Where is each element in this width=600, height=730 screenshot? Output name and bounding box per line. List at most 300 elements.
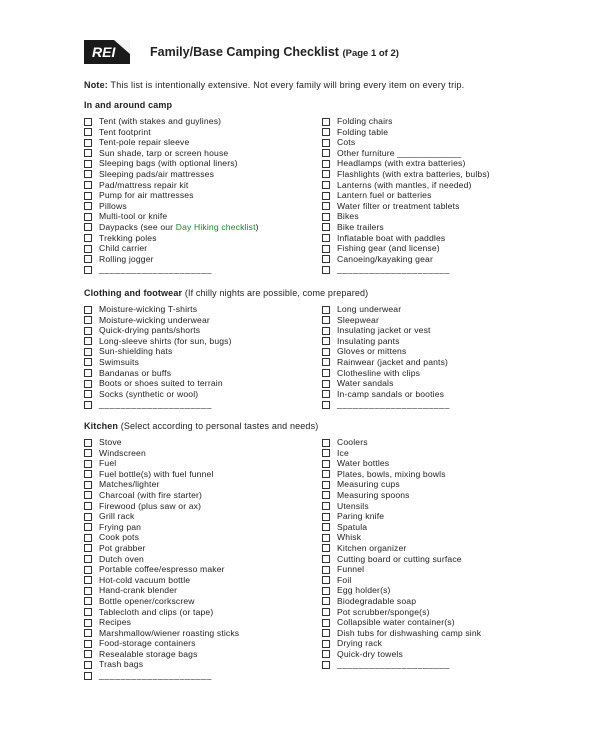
checkbox[interactable] [84, 502, 92, 510]
checkbox[interactable] [84, 306, 92, 314]
checkbox[interactable] [84, 401, 92, 409]
item-label: Resealable storage bags [99, 648, 198, 659]
checklist-item [84, 532, 239, 543]
item-label: Egg holder(s) [337, 585, 391, 596]
checklist-item [84, 511, 239, 522]
rei-logo [84, 40, 130, 64]
checklist-item [84, 368, 232, 379]
kitchen-list-left [84, 437, 239, 681]
checklist-item [322, 532, 481, 543]
item-label: Hand-crank blender [99, 585, 178, 596]
item-label: Tablecloth and clips (or tape) [99, 606, 214, 617]
checkbox[interactable] [84, 234, 92, 242]
checklist-item [84, 180, 259, 191]
item-label: Bikes [337, 211, 359, 222]
item-label: Plates, bowls, mixing bowls [337, 468, 446, 479]
item-label: Cutting board or cutting surface [337, 553, 462, 564]
item-label: _____________________ [337, 659, 450, 670]
item-label: Funnel [337, 564, 365, 575]
checkbox[interactable] [84, 213, 92, 221]
checkbox[interactable] [322, 118, 330, 126]
item-label: Bottle opener/corkscrew [99, 595, 195, 606]
checkbox[interactable] [84, 672, 92, 680]
checklist-item [322, 564, 481, 575]
checkbox[interactable] [322, 390, 330, 398]
item-label: _____________________ [99, 670, 212, 681]
checkbox[interactable] [84, 587, 92, 595]
checklist-item [322, 448, 481, 459]
checklist-item [84, 190, 259, 201]
checkbox[interactable] [322, 587, 330, 595]
checklist-item [84, 649, 239, 660]
checklist-item [322, 490, 481, 501]
page-info: (Page 1 of 2) [342, 48, 399, 59]
checklist-item [84, 336, 232, 347]
item-label: Daypacks (see our [99, 221, 176, 232]
checkbox[interactable] [322, 255, 330, 263]
clothing-list-right [322, 304, 450, 410]
checkbox[interactable] [322, 170, 330, 178]
checkbox[interactable] [322, 213, 330, 221]
item-label: Moisture-wicking underwear [99, 314, 210, 325]
item-label: Cook pots [99, 532, 140, 543]
item-label: Rainwear (jacket and pants) [337, 356, 449, 367]
item-label: Dutch oven [99, 553, 144, 564]
checkbox[interactable] [84, 337, 92, 345]
checkbox[interactable] [84, 170, 92, 178]
item-label: Pillows [99, 200, 127, 211]
item-label: Sleeping pads/air mattresses [99, 168, 215, 179]
item-label: Fishing gear (and license) [337, 243, 440, 254]
item-label: Sleepwear [337, 314, 379, 325]
checklist-item [84, 201, 259, 212]
checkbox[interactable] [322, 608, 330, 616]
checklist-item [84, 448, 239, 459]
checkbox[interactable] [322, 481, 330, 489]
item-label: Coolers [337, 437, 368, 447]
checklist-item [84, 458, 239, 469]
item-label: Matches/lighter [99, 479, 160, 490]
checklist-item [84, 554, 239, 565]
checkbox[interactable] [84, 390, 92, 398]
item-label: Pad/mattress repair kit [99, 179, 189, 190]
item-label: Canoeing/kayaking gear [337, 253, 433, 264]
checkbox[interactable] [322, 192, 330, 200]
checklist-item [322, 511, 481, 522]
checkbox[interactable] [322, 245, 330, 253]
checkbox[interactable] [84, 202, 92, 210]
checkbox[interactable] [322, 544, 330, 552]
camp-list-right [322, 116, 490, 275]
item-label: Grill rack [99, 511, 135, 522]
checkbox[interactable] [322, 555, 330, 563]
camp-list-left [84, 116, 259, 275]
checklist-item [322, 617, 481, 628]
checkbox[interactable] [84, 608, 92, 616]
item-label: Quick-drying pants/shorts [99, 325, 201, 336]
checklist-item [84, 158, 259, 169]
checkbox[interactable] [322, 439, 330, 447]
checkbox[interactable] [322, 619, 330, 627]
checklist-item [322, 575, 481, 586]
checklist-item [84, 137, 259, 148]
checklist-item [322, 169, 490, 180]
checklist-item [84, 357, 232, 368]
checkbox[interactable] [322, 348, 330, 356]
checkbox[interactable] [84, 369, 92, 377]
title-text: Family/Base Camping Checklist [150, 45, 339, 59]
checklist-item [84, 254, 259, 265]
checkbox[interactable] [322, 523, 330, 531]
item-label: Biodegradable soap [337, 595, 417, 606]
checkbox[interactable] [84, 139, 92, 147]
checklist-item [322, 607, 481, 618]
checkbox[interactable] [84, 534, 92, 542]
checklist-item [322, 596, 481, 607]
item-label: Insulating pants [337, 335, 400, 346]
section-subtitle: (If chilly nights are possible, come prepared) [184, 288, 369, 298]
section-title: Kitchen [84, 421, 119, 431]
checkbox[interactable] [322, 160, 330, 168]
checklist-item [322, 315, 450, 326]
item-label: Measuring cups [337, 479, 400, 490]
checklist-item [322, 659, 481, 670]
checkbox[interactable] [322, 380, 330, 388]
item-label: Gloves or mittens [337, 346, 407, 357]
logo-text: REI [92, 44, 116, 60]
section-subtitle: (Select according to personal tastes and needs) [120, 421, 319, 431]
item-label: Food-storage containers [99, 638, 196, 649]
item-label: Tent footprint [99, 126, 151, 137]
item-label: Pot grabber [99, 542, 146, 553]
checklist-item [322, 437, 481, 448]
checklist-item [84, 315, 232, 326]
checklist-item [322, 346, 450, 357]
item-label: Dish tubs for dishwashing camp sink [337, 627, 482, 638]
checkbox[interactable] [322, 449, 330, 457]
item-label: Cots [337, 137, 356, 148]
item-label: Lanterns (with mantles, if needed) [337, 179, 472, 190]
checkbox[interactable] [84, 316, 92, 324]
checklist-item [84, 490, 239, 501]
item-label: Whisk [337, 532, 362, 543]
item-label: Folding table [337, 126, 389, 137]
item-label: Collapsible water container(s) [337, 617, 455, 628]
item-label-suffix: ) [255, 221, 259, 232]
item-label: Firewood (plus saw or ax) [99, 500, 202, 511]
checklist-item [322, 158, 490, 169]
item-label: Water sandals [337, 378, 394, 389]
checklist-item [84, 169, 259, 180]
item-label: Sleeping bags (with optional liners) [99, 158, 238, 169]
checkbox[interactable] [322, 629, 330, 637]
checkbox[interactable] [84, 449, 92, 457]
item-label: Sun-shielding hats [99, 346, 173, 357]
checklist-item [322, 180, 490, 191]
item-label: Bandanas or buffs [99, 367, 172, 378]
checkbox[interactable] [84, 597, 92, 605]
checklist-item [322, 148, 490, 159]
item-label: Other furniture _____________ [337, 147, 462, 158]
checklist-item [84, 233, 259, 244]
item-label: Swimsuits [99, 356, 140, 367]
checklist-item [322, 201, 490, 212]
section-title: In and around camp [84, 100, 173, 110]
checkbox[interactable] [322, 470, 330, 478]
checkbox[interactable] [322, 576, 330, 584]
checklist-item [84, 346, 232, 357]
checkbox[interactable] [84, 491, 92, 499]
checklist-item [322, 233, 490, 244]
checkbox[interactable] [322, 234, 330, 242]
checkbox[interactable] [84, 481, 92, 489]
item-label: Frying pan [99, 521, 142, 532]
item-label: Drying rack [337, 638, 383, 649]
item-label: Bike trailers [337, 221, 384, 232]
checkbox[interactable] [322, 369, 330, 377]
checkbox[interactable] [84, 619, 92, 627]
checklist-item [84, 264, 259, 275]
checkbox[interactable] [322, 327, 330, 335]
checklist-item [84, 378, 232, 389]
item-label: Pot scrubber/sponge(s) [337, 606, 430, 617]
clothing-list-left [84, 304, 232, 410]
checkbox[interactable] [84, 513, 92, 521]
checklist-item [84, 389, 232, 400]
checkbox[interactable] [84, 149, 92, 157]
checklist-item [84, 399, 232, 410]
item-label: Measuring spoons [337, 489, 410, 500]
checkbox[interactable] [322, 650, 330, 658]
checklist-item [322, 458, 481, 469]
kitchen-list-right [322, 437, 481, 670]
item-label: Stove [99, 437, 122, 447]
checklist-item [84, 501, 239, 512]
checklist-item [84, 222, 259, 233]
checkbox[interactable] [84, 160, 92, 168]
checkbox[interactable] [84, 576, 92, 584]
item-label: _____________________ [337, 399, 450, 410]
item-label: Water bottles [337, 458, 390, 469]
checklist-item [322, 554, 481, 565]
page-title [150, 45, 399, 59]
checklist-item [322, 389, 450, 400]
checkbox[interactable] [322, 513, 330, 521]
checklist-item [322, 522, 481, 533]
item-label: Trash bags [99, 659, 144, 670]
checklist-item [84, 243, 259, 254]
checkbox[interactable] [84, 566, 92, 574]
item-label: Headlamps (with extra batteries) [337, 158, 466, 169]
checkbox[interactable] [322, 316, 330, 324]
checkbox[interactable] [322, 358, 330, 366]
checklist-item [84, 564, 239, 575]
checkbox[interactable] [84, 544, 92, 552]
section-heading-kitchen [84, 421, 318, 431]
item-label: Spatula [337, 521, 368, 532]
item-label: Windscreen [99, 447, 146, 458]
checklist-item [84, 628, 239, 639]
checklist-item [84, 607, 239, 618]
checklist-item [84, 659, 239, 670]
item-label: Paring knife [337, 511, 385, 522]
note-text: This list is intentionally extensive. Not every family will bring every item on every trip. [110, 80, 465, 90]
checkbox[interactable] [84, 358, 92, 366]
checkbox[interactable] [84, 245, 92, 253]
checkbox[interactable] [84, 223, 92, 231]
item-label: Tent (with stakes and guylines) [99, 116, 222, 126]
item-label: Rolling jogger [99, 253, 154, 264]
item-label: Fuel [99, 458, 117, 469]
intro-note [84, 80, 464, 90]
item-label: Recipes [99, 617, 132, 628]
checklist-item [84, 127, 259, 138]
checkbox[interactable] [322, 566, 330, 574]
checklist-item [322, 325, 450, 336]
checklist-item [84, 585, 239, 596]
checkbox[interactable] [84, 523, 92, 531]
item-label: Pump for air mattresses [99, 190, 194, 201]
checkbox[interactable] [322, 149, 330, 157]
checkbox[interactable] [84, 629, 92, 637]
checklist-item [322, 254, 490, 265]
checklist-item [84, 116, 259, 127]
checklist-item [84, 596, 239, 607]
checklist-item [322, 501, 481, 512]
checkbox[interactable] [322, 139, 330, 147]
section-heading-clothing [84, 288, 368, 298]
checklist-item [322, 336, 450, 347]
checklist-item [322, 638, 481, 649]
checklist-item [322, 211, 490, 222]
checklist-item [322, 243, 490, 254]
checkbox[interactable] [322, 202, 330, 210]
item-label: Charcoal (with fire starter) [99, 489, 203, 500]
checkbox[interactable] [322, 266, 330, 274]
checkbox[interactable] [322, 337, 330, 345]
item-label: Clothesline with clips [337, 367, 421, 378]
checkbox[interactable] [84, 128, 92, 136]
checkbox[interactable] [322, 640, 330, 648]
checkbox[interactable] [84, 266, 92, 274]
checkbox[interactable] [322, 534, 330, 542]
item-label: _____________________ [337, 264, 450, 275]
checkbox[interactable] [322, 401, 330, 409]
item-label: Child carrier [99, 243, 148, 254]
item-label: Water filter or treatment tablets [337, 200, 460, 211]
checkbox[interactable] [84, 192, 92, 200]
checkbox[interactable] [84, 650, 92, 658]
item-label: Trekking poles [99, 232, 157, 243]
checklist-item [322, 479, 481, 490]
checkbox[interactable] [322, 661, 330, 669]
checkbox[interactable] [322, 128, 330, 136]
checkbox[interactable] [84, 640, 92, 648]
checkbox[interactable] [84, 661, 92, 669]
item-label: Utensils [337, 500, 369, 511]
item-label: Marshmallow/wiener roasting sticks [99, 627, 240, 638]
checkbox[interactable] [322, 181, 330, 189]
checklist-item [322, 399, 450, 410]
item-label: Inflatable boat with paddles [337, 232, 446, 243]
checklist-item [322, 628, 481, 639]
item-label: _____________________ [99, 264, 212, 275]
checklist-item [84, 148, 259, 159]
item-label: Flashlights (with extra batteries, bulbs) [337, 168, 490, 179]
checklist-item [322, 368, 450, 379]
item-label: Hot-cold vacuum bottle [99, 574, 191, 585]
checklist-item [84, 670, 239, 681]
checklist-item [322, 585, 481, 596]
checklist-item [322, 222, 490, 233]
checkbox[interactable] [84, 181, 92, 189]
item-label: Kitchen organizer [337, 542, 407, 553]
item-label: Insulating jacket or vest [337, 325, 431, 336]
day-hiking-checklist-link[interactable]: Day Hiking checklist [175, 221, 256, 232]
checkbox[interactable] [84, 439, 92, 447]
checklist-item [322, 304, 450, 315]
checklist-item [322, 649, 481, 660]
checkbox[interactable] [322, 306, 330, 314]
checkbox[interactable] [322, 597, 330, 605]
checklist-item [84, 617, 239, 628]
checklist-item [322, 116, 490, 127]
item-label: Moisture-wicking T-shirts [99, 304, 198, 314]
section-heading-camp [84, 100, 172, 110]
item-label: Portable coffee/espresso maker [99, 564, 225, 575]
item-label: Socks (synthetic or wool) [99, 388, 199, 399]
item-label: Long underwear [337, 304, 402, 314]
checklist-item [84, 211, 259, 222]
checklist-item [84, 575, 239, 586]
checklist-item [84, 638, 239, 649]
item-label: Quick-dry towels [337, 648, 403, 659]
item-label: In-camp sandals or booties [337, 388, 445, 399]
item-label: Sun shade, tarp or screen house [99, 147, 229, 158]
note-label: Note: [84, 80, 108, 90]
checkbox[interactable] [84, 470, 92, 478]
item-label: Fuel bottle(s) with fuel funnel [99, 468, 214, 479]
checkbox[interactable] [322, 491, 330, 499]
checklist-item [84, 304, 232, 315]
item-label: Ice [337, 447, 349, 458]
item-label: Multi-tool or knife [99, 211, 168, 222]
checklist-item [322, 469, 481, 480]
checklist-item [322, 357, 450, 368]
checkbox[interactable] [84, 255, 92, 263]
item-label: Boots or shoes suited to terrain [99, 378, 223, 389]
checklist-item [322, 127, 490, 138]
checkbox[interactable] [322, 502, 330, 510]
checkbox[interactable] [322, 223, 330, 231]
checklist-item [322, 137, 490, 148]
item-label: Foil [337, 574, 352, 585]
checkbox[interactable] [322, 460, 330, 468]
checklist-item [322, 378, 450, 389]
checklist-item [322, 190, 490, 201]
checkbox[interactable] [84, 327, 92, 335]
checklist-item [84, 522, 239, 533]
checkbox[interactable] [84, 118, 92, 126]
checkbox[interactable] [84, 555, 92, 563]
item-label: Folding chairs [337, 116, 393, 126]
checkbox[interactable] [84, 380, 92, 388]
checklist-item [84, 543, 239, 554]
checkbox[interactable] [84, 348, 92, 356]
checklist-item [322, 543, 481, 554]
checkbox[interactable] [84, 460, 92, 468]
checklist-item [84, 469, 239, 480]
